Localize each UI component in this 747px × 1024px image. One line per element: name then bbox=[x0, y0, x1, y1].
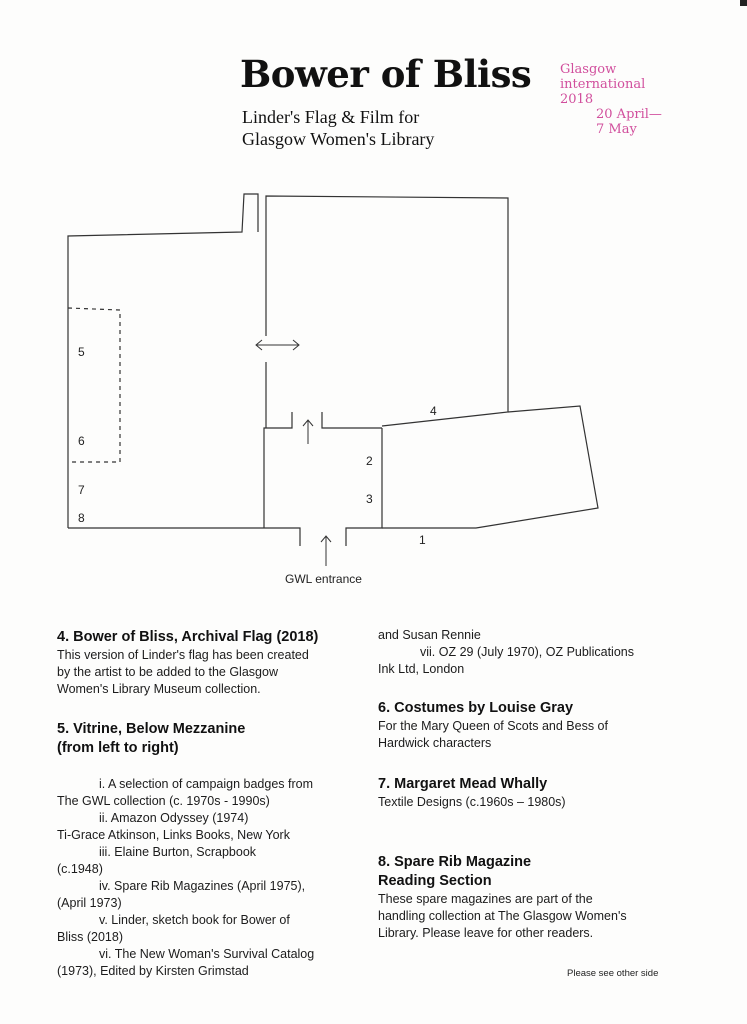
section-body-line: This version of Linder's flag has been created bbox=[57, 648, 309, 662]
section-body-line: handling collection at The Glasgow Women's bbox=[378, 909, 627, 923]
list-item: v. Linder, sketch book for Bower of bbox=[99, 913, 290, 927]
list-item: (April 1973) bbox=[57, 896, 122, 910]
section-heading: 5. Vitrine, Below Mezzanine bbox=[57, 721, 246, 737]
festival-date-start: 20 April— bbox=[596, 107, 662, 122]
list-item: iv. Spare Rib Magazines (April 1975), bbox=[99, 879, 306, 893]
festival-line: international bbox=[560, 77, 646, 92]
footer-note: Please see other side bbox=[567, 968, 659, 979]
page-subtitle bbox=[242, 106, 434, 150]
section-body-line: by the artist to be added to the Glasgow bbox=[57, 665, 278, 679]
section-heading: 7. Margaret Mead Whally bbox=[378, 776, 548, 792]
double-arrow-icon bbox=[256, 340, 299, 350]
list-item: (1973), Edited by Kirsten Grimstad bbox=[57, 964, 249, 978]
list-item: vi. The New Woman's Survival Catalog bbox=[99, 947, 315, 961]
section-heading-sub: (from left to right) bbox=[57, 740, 179, 756]
section-body-line: Textile Designs (c.1960s – 1980s) bbox=[378, 795, 566, 809]
section-heading: 6. Costumes by Louise Gray bbox=[378, 700, 574, 716]
floorplan-label-4: 4 bbox=[430, 404, 437, 418]
list-item: Bliss (2018) bbox=[57, 930, 123, 944]
section-heading-sub: Reading Section bbox=[378, 873, 492, 889]
floorplan-label-6: 6 bbox=[78, 434, 85, 448]
floorplan-label-2: 2 bbox=[366, 454, 373, 468]
list-item: (c.1948) bbox=[57, 862, 103, 876]
festival-line: Glasgow bbox=[560, 62, 617, 77]
floorplan-label-7: 7 bbox=[78, 483, 85, 497]
festival-date-end: 7 May bbox=[596, 122, 637, 137]
floorplan-label-1: 1 bbox=[419, 533, 426, 547]
scan-edge-mark bbox=[740, 0, 747, 6]
list-item: Ti-Grace Atkinson, Links Books, New York bbox=[57, 828, 290, 842]
festival-line: 2018 bbox=[560, 92, 594, 107]
section-body-line: Women's Library Museum collection. bbox=[57, 682, 261, 696]
vitrine-list bbox=[57, 776, 372, 980]
list-item: vii. OZ 29 (July 1970), OZ Publications bbox=[420, 645, 634, 659]
subtitle-line: Glasgow Women's Library bbox=[242, 129, 435, 149]
section-8 bbox=[378, 853, 698, 942]
section-body-line: These spare magazines are part of the bbox=[378, 892, 593, 906]
section-5 bbox=[57, 720, 367, 758]
festival-logo bbox=[560, 62, 662, 137]
floor-plan-walls bbox=[68, 194, 598, 546]
list-item: ii. Amazon Odyssey (1974) bbox=[99, 811, 249, 825]
list-item: and Susan Rennie bbox=[378, 628, 481, 642]
subtitle-line: Linder's Flag & Film for bbox=[242, 107, 420, 127]
floorplan-label-3: 3 bbox=[366, 492, 373, 506]
section-heading: 4. Bower of Bliss, Archival Flag (2018) bbox=[57, 629, 319, 645]
entrance-label: GWL entrance bbox=[285, 572, 362, 586]
vitrine-list-continued bbox=[378, 627, 698, 678]
entrance-arrow-icon bbox=[321, 536, 331, 566]
floorplan-label-5: 5 bbox=[78, 345, 85, 359]
section-7 bbox=[378, 775, 698, 811]
section-body-line: Hardwick characters bbox=[378, 736, 492, 750]
section-body-line: For the Mary Queen of Scots and Bess of bbox=[378, 719, 608, 733]
floor-plan bbox=[0, 180, 747, 590]
section-body-line: Library. Please leave for other readers. bbox=[378, 926, 594, 940]
list-item: The GWL collection (c. 1970s - 1990s) bbox=[57, 794, 270, 808]
list-item: iii. Elaine Burton, Scrapbook bbox=[99, 845, 257, 859]
list-item: i. A selection of campaign badges from bbox=[99, 777, 314, 791]
festival-dates bbox=[596, 107, 662, 137]
up-arrow-icon bbox=[303, 420, 313, 444]
floorplan-label-8: 8 bbox=[78, 511, 85, 525]
section-4 bbox=[57, 628, 367, 698]
page-title: Bower of Bliss bbox=[240, 52, 532, 96]
list-item: Ink Ltd, London bbox=[378, 662, 465, 676]
section-heading: 8. Spare Rib Magazine bbox=[378, 854, 532, 870]
section-6 bbox=[378, 699, 698, 752]
